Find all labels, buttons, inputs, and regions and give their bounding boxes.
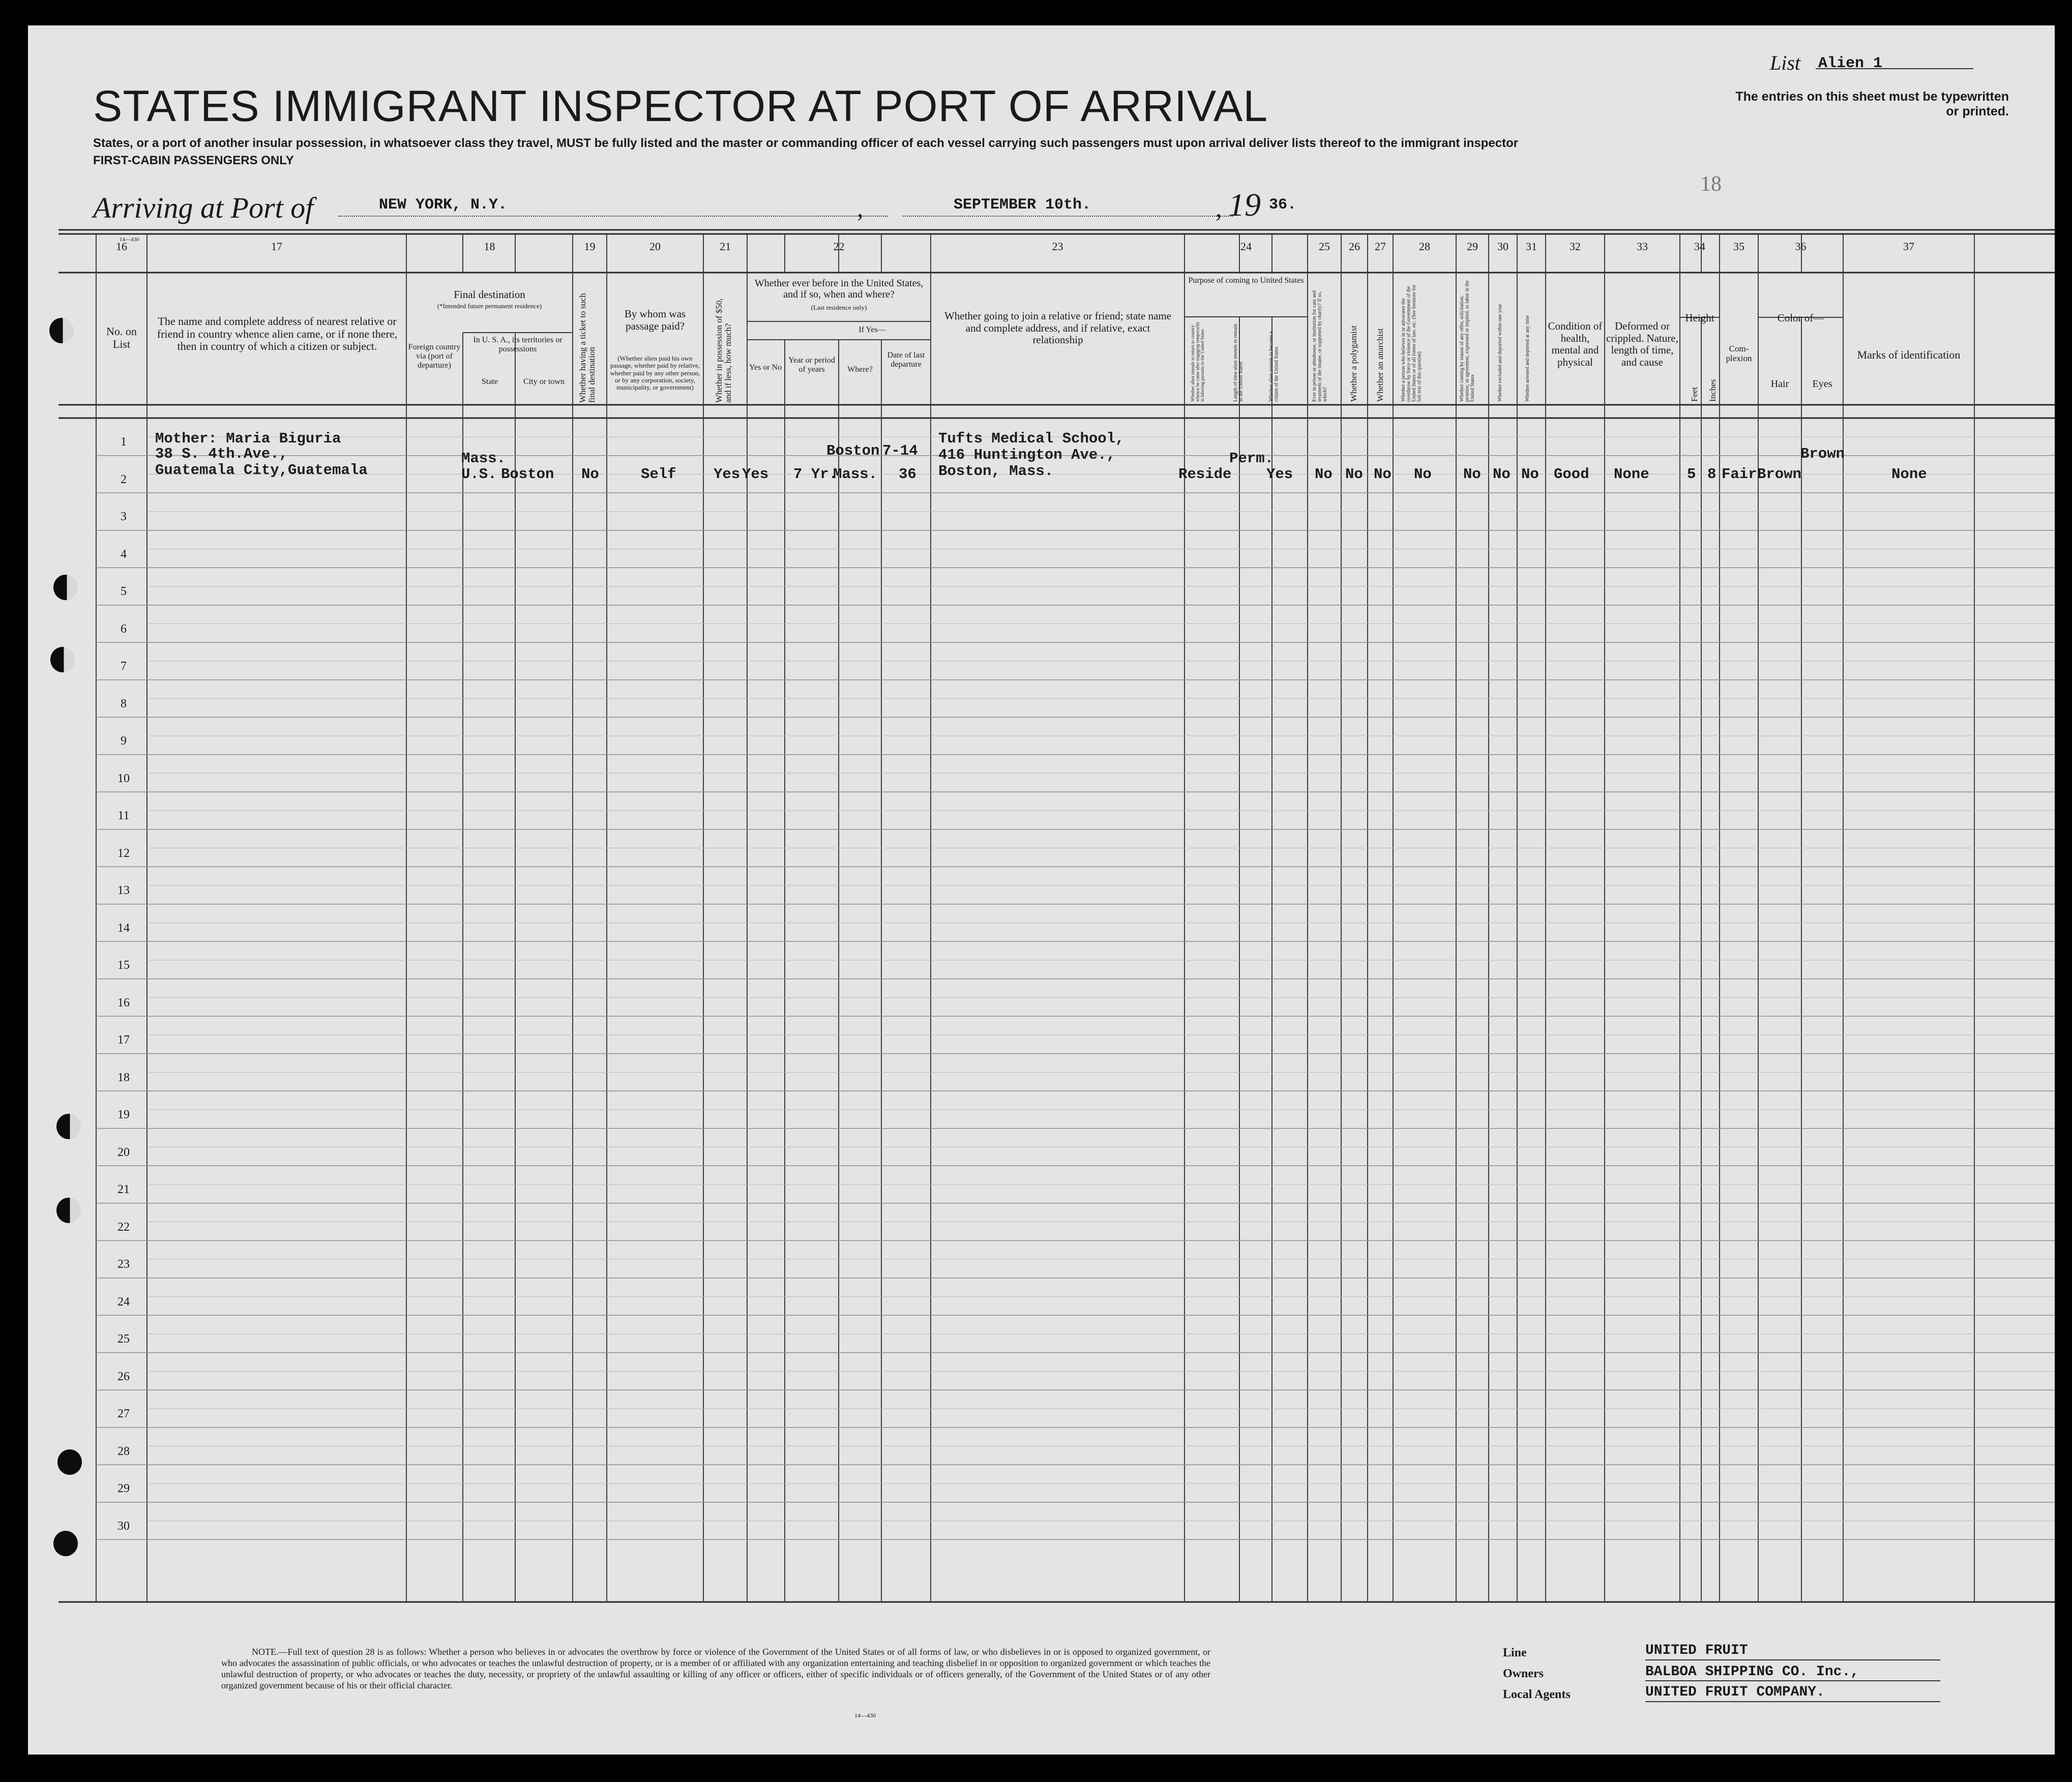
entry-ever-before: Yes (742, 466, 769, 483)
header-year-period: Year or period of years (788, 356, 835, 374)
row-number: 27 (117, 1407, 130, 1420)
entry-where-line2: Mass. (833, 466, 878, 483)
row-number: 5 (121, 585, 127, 598)
col-31-number: 31 (1526, 240, 1537, 253)
entry-join-line2: 416 Huntington Ave., (938, 447, 1116, 463)
agents-underline (1645, 1701, 1940, 1702)
binder-hole-icon (49, 318, 74, 343)
header-ever-before: Whether ever before in the United States, and if so, when and where? (754, 278, 924, 301)
binder-hole-icon (56, 1114, 81, 1139)
col-28-number: 28 (1419, 240, 1430, 253)
date-comma: , (857, 194, 864, 222)
row-number: 23 (117, 1258, 130, 1271)
row-number: 1 (121, 435, 127, 449)
entry-feet: 5 (1687, 466, 1696, 483)
entry-state-line2: U.S. (461, 466, 497, 483)
binder-hole-icon (53, 1531, 78, 1556)
header-prison: Ever in prison or almshouse, or institution for care and treatment of the insane, or supported by charity? If so, which? (1312, 290, 1328, 402)
date-value: SEPTEMBER 10th. (954, 196, 1091, 214)
row-number: 22 (117, 1220, 130, 1234)
col-25-number: 25 (1319, 240, 1330, 253)
col-32-number: 32 (1570, 240, 1581, 253)
year-value: 36. (1269, 196, 1297, 214)
class-note: FIRST-CABIN PASSENGERS ONLY (93, 154, 294, 167)
entry-marks: None (1891, 466, 1927, 483)
header-marks: Marks of identification (1857, 348, 1961, 361)
header-city: City or town (523, 377, 565, 386)
header-q30: Whether excluded and deported within one year (1497, 304, 1503, 402)
row-number: 11 (117, 809, 130, 822)
header-yes-no: Yes or No (749, 363, 782, 372)
entry-state-line1: Mass. (461, 450, 506, 467)
entry-date-line1: 7-14 (882, 442, 918, 459)
header-color-of: Color of— (1777, 312, 1824, 324)
header-polygamist: Whether a polygamist (1349, 325, 1358, 402)
form-number-top: 14—430 (120, 236, 139, 243)
col-37-number: 37 (1903, 240, 1914, 253)
year-comma: , (1216, 194, 1222, 222)
col-16-number: 16 (116, 240, 127, 253)
header-fifty-dollars: Whether in possession of $50, and if less, how much? (714, 298, 733, 403)
col-29-number: 29 (1467, 240, 1478, 253)
header-final-destination: Final destination (454, 288, 525, 301)
col-36-number: 36 (1795, 240, 1807, 253)
row-number: 24 (117, 1295, 130, 1309)
entry-passage: Self (641, 466, 676, 483)
owners-underline (1645, 1680, 1940, 1681)
row-number: 7 (121, 660, 127, 673)
entry-purpose-a: Reside (1178, 466, 1232, 483)
entry-q30: No (1493, 466, 1511, 483)
col-24-number: 24 (1240, 240, 1252, 253)
row-number: 16 (117, 996, 130, 1009)
page-mark: 18 (1700, 172, 1722, 196)
year-prefix: 19 (1228, 187, 1261, 223)
row-number: 9 (121, 734, 127, 748)
col-33-number: 33 (1637, 240, 1648, 253)
entry-purpose-b: Perm. (1229, 450, 1274, 467)
entry-q29: No (1463, 466, 1481, 483)
header-eyes: Eyes (1812, 378, 1832, 390)
list-label: List (1770, 51, 1801, 74)
entry-hair: Brown (1757, 466, 1802, 483)
arriving-label: Arriving at Port of (93, 191, 314, 224)
row-number: 8 (121, 697, 127, 710)
row-number: 28 (117, 1444, 130, 1458)
row-number: 29 (117, 1482, 130, 1495)
entry-q28: No (1414, 466, 1432, 483)
port-value: NEW YORK, N.Y. (379, 196, 508, 214)
header-passage-note: (Whether alien paid his own passage, whether paid by relative, whether paid by any other person, or by any corporation, society, municipality, or government) (610, 354, 700, 392)
line-value: UNITED FRUIT (1645, 1643, 1748, 1658)
row-number: 15 (117, 959, 130, 972)
entry-date-line2: 36 (899, 466, 916, 483)
agents-value: UNITED FRUIT COMPANY. (1645, 1684, 1825, 1700)
entry-ticket: No (581, 466, 599, 483)
col-18-number: 18 (484, 240, 495, 253)
agents-label: Local Agents (1503, 1688, 1571, 1701)
entry-relative-line1: Mother: Maria Biguria (155, 430, 341, 447)
header-inches: Inches (1708, 379, 1718, 402)
entry-complexion: Fair (1722, 466, 1757, 483)
header-feet: Feet (1690, 387, 1699, 402)
row-number: 18 (117, 1071, 130, 1084)
header-where: Where? (847, 365, 873, 374)
row-number: 3 (121, 510, 127, 523)
row-number: 25 (117, 1332, 130, 1346)
row-number: 12 (117, 846, 130, 860)
col-30-number: 30 (1497, 240, 1508, 253)
entry-relative-line3: Guatemala City,Guatemala (155, 462, 368, 479)
row-number: 26 (117, 1370, 130, 1383)
entry-inches: 8 (1707, 466, 1716, 483)
line-label: Line (1503, 1646, 1527, 1659)
col-22-number: 22 (833, 240, 845, 253)
col-26-number: 26 (1349, 240, 1360, 253)
form-grid (28, 25, 2055, 1755)
entry-health: Good (1554, 466, 1589, 483)
col-19-number: 19 (584, 240, 596, 253)
page-title: STATES IMMIGRANT INSPECTOR AT PORT OF ARRIVAL (93, 82, 1268, 131)
row-number: 17 (117, 1033, 130, 1047)
col-27-number: 27 (1375, 240, 1386, 253)
entry-eyes: Brown (1800, 446, 1845, 462)
header-if-yes: If Yes— (859, 325, 886, 334)
header-final-destination-note: (*Intended future permanent residence) (437, 302, 542, 310)
entry-city: Boston (501, 466, 554, 483)
entry-q31: No (1521, 466, 1539, 483)
header-date-departure: Date of last departure (887, 351, 925, 369)
row-number: 14 (117, 921, 130, 935)
col-35-number: 35 (1733, 240, 1744, 253)
entry-join-line1: Tufts Medical School, (938, 430, 1124, 447)
binder-hole-icon (57, 1449, 82, 1475)
binder-hole-icon (56, 1198, 81, 1223)
header-passage: By whom was passage paid? (624, 308, 686, 332)
header-height: Height (1685, 312, 1714, 324)
binder-hole-icon (50, 647, 75, 672)
list-value: Alien 1 (1818, 55, 1883, 72)
row-number: 10 (117, 771, 130, 785)
row-number: 19 (117, 1108, 130, 1121)
row-number: 4 (121, 547, 127, 561)
instruction-text: States, or a port of another insular possession, in whatsoever class they travel, MUST be fully listed and the master or commanding officer of each vessel carrying such passengers must upon arrival deliver lists thereof to the immigrant inspector (93, 136, 1519, 150)
entry-anarchist: No (1374, 466, 1392, 483)
header-state: State (482, 377, 498, 386)
entry-polygamist: No (1345, 466, 1363, 483)
owners-label: Owners (1503, 1667, 1544, 1680)
row-number: 6 (121, 622, 127, 636)
row-number: 21 (117, 1183, 130, 1196)
header-foreign-country: Foreign country via (port of departure) (408, 343, 461, 370)
header-ticket: Whether having a ticket to such final destination (578, 293, 597, 403)
col-21-number: 21 (720, 240, 731, 253)
entry-purpose-c: Yes (1266, 466, 1293, 483)
header-health: Condition of health, mental and physical (1548, 320, 1603, 368)
header-no-on-list: No. on List (106, 325, 137, 350)
col-23-number: 23 (1052, 240, 1063, 253)
row-number: 2 (121, 472, 127, 486)
footnote-q28: NOTE.—Full text of question 28 is as follows: Whether a person who believes in or advocates the overthrow by force or violence of the Government of the United States or of all forms of law, or who disbelieves in or is opposed to organized government, or who advocates the assassination of public officials, or who advocates or teaches the unlawful destruction of property, or is a member of or affiliated with any organization entertaining and teaching disbelief in or opposition to organized government or which teaches the unlawful destruction of property, or who advocates or teaches the duty, necessity, or propriety of the unlawful assaulting or killing of any officer or officers, either of specific individuals or of officers generally, of the Government of the United States or of any other organized government because of his or their official character. (221, 1647, 1210, 1690)
header-hair: Hair (1770, 378, 1789, 390)
header-ever-before-note: (Last residence only) (811, 304, 867, 311)
header-q29: Whether coming by reason of any offer, solicitation, promise, or agreement, expressed or implied, to labor in the United States (1459, 280, 1475, 402)
header-purpose-b: Length of time alien intends to remain in the United States (1233, 323, 1244, 402)
header-join-relative: Whether going to join a relative or friend; state name and complete address, and if relative, exact relationship (944, 310, 1172, 346)
entry-relative-line2: 38 S. 4th.Ave., (155, 446, 288, 462)
row-number: 30 (117, 1519, 130, 1533)
manifest-sheet (28, 25, 2055, 1755)
form-number: 14—430 (854, 1712, 876, 1719)
header-q31: Whether arrested and deported at any time (1525, 315, 1530, 402)
header-purpose-c: Whether alien intends to become a citizen of the United States (1268, 331, 1280, 402)
header-purpose: Purpose of coming to United States (1188, 276, 1304, 285)
row-number: 20 (117, 1145, 130, 1159)
entry-prison: No (1315, 466, 1333, 483)
header-in-us: In U. S. A., its territories or possessions (473, 336, 563, 353)
header-complexion: Com-plexion (1726, 344, 1752, 364)
binder-hole-icon (53, 575, 78, 600)
owners-value: BALBOA SHIPPING CO. Inc., (1645, 1664, 1859, 1680)
entry-fifty: Yes (714, 466, 741, 483)
entry-period: 7 Yr. (793, 466, 838, 483)
header-anarchist: Whether an anarchist (1375, 328, 1385, 402)
header-deformed: Deformed or crippled. Nature, length of time, and cause (1606, 320, 1678, 368)
header-nearest-relative: The name and complete address of nearest relative or friend in country whence alien came, or if none there, then in country of which a citizen or subject. (157, 315, 398, 353)
row-number: 13 (117, 884, 130, 897)
entry-deformed: None (1614, 466, 1649, 483)
line-underline (1645, 1659, 1940, 1660)
typewritten-note: The entries on this sheet must be typewritten or printed. (1735, 90, 2009, 118)
header-q28: Whether a person who believes in or advocates the overthrow by force or violence of the Government of the United States or of all forms of law, etc. (See footnote for full text of this question) (1401, 284, 1423, 402)
entry-join-line3: Boston, Mass. (938, 463, 1054, 480)
header-purpose-a: Whether alien intends to return to country whence he came after engaging temporarily in laboring pursuits in the United States (1190, 321, 1205, 402)
col-34-number: 34 (1694, 240, 1705, 253)
col-20-number: 20 (649, 240, 661, 253)
entry-where-line1: Boston (826, 442, 880, 459)
col-17-number: 17 (271, 240, 282, 253)
